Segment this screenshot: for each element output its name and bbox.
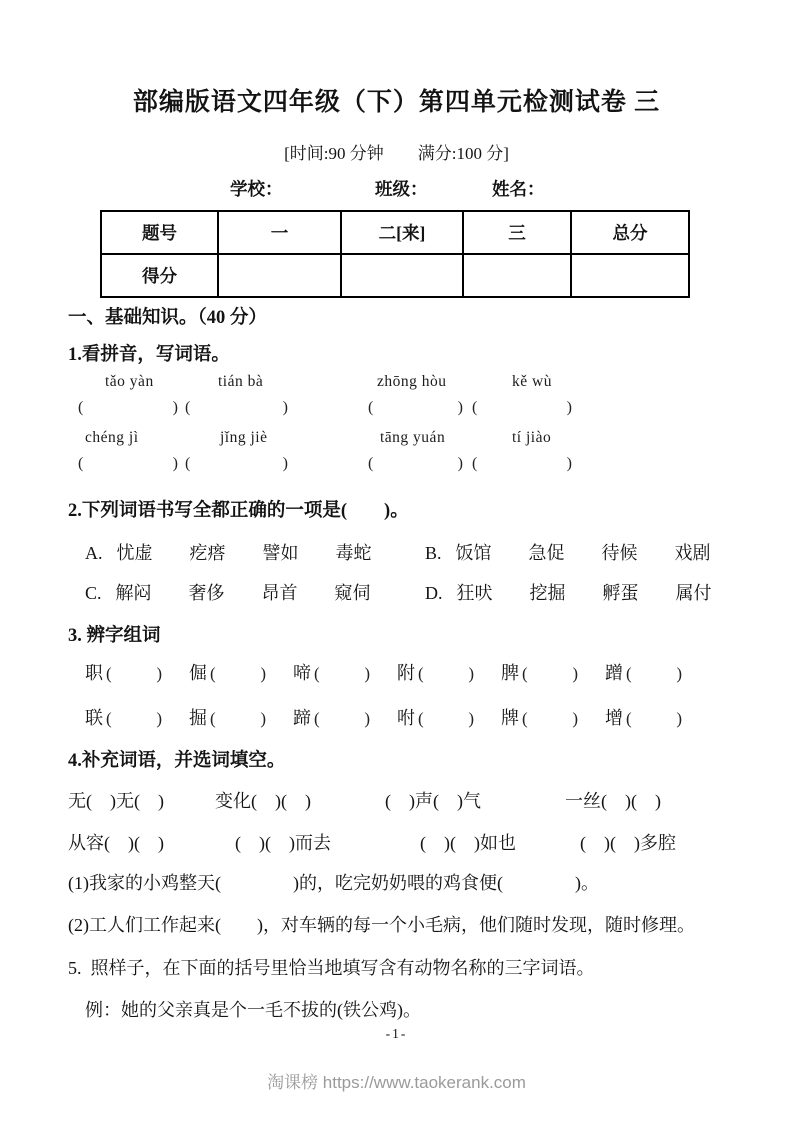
option-word: 譬如 <box>262 543 299 563</box>
option-word: 毒蛇 <box>335 543 372 563</box>
fill-idiom: 变化( )( ) <box>215 791 311 811</box>
option-word: 窥伺 <box>334 583 371 603</box>
answer-blank <box>522 709 578 729</box>
close-paren: ) <box>468 664 474 683</box>
open-paren: ( <box>368 455 374 472</box>
character: 蹭 <box>605 663 623 683</box>
fill-idiom: 无( )无( ) <box>68 791 164 811</box>
question4-heading: 4.补充词语，并选词填空。 <box>68 751 286 771</box>
character-item <box>605 659 682 685</box>
question1-heading: 1.看拼音，写词语。 <box>68 345 230 365</box>
option-word: 孵蛋 <box>602 583 639 603</box>
character: 咐 <box>397 708 415 728</box>
character-item <box>293 659 370 685</box>
option-word: 属付 <box>675 583 712 603</box>
pinyin-word: tāng yuán <box>380 429 446 446</box>
score-table-header-part1: 一 <box>218 211 341 254</box>
close-paren: ) <box>676 709 682 728</box>
school-label: 学校： <box>230 179 283 199</box>
close-paren: ) <box>572 709 578 728</box>
answer-blank <box>106 664 162 684</box>
answer-blank <box>78 399 178 417</box>
character-item <box>501 704 578 730</box>
answer-blank <box>210 709 266 729</box>
character: 附 <box>397 663 415 683</box>
open-paren: ( <box>368 399 374 416</box>
option-word: 奢侈 <box>188 583 225 603</box>
option-word: 待候 <box>601 543 638 563</box>
score-table-header-question: 题号 <box>101 211 218 254</box>
answer-blank <box>210 664 266 684</box>
score-table-header-part2: 二[来] <box>341 211 463 254</box>
pinyin-word: tǎo yàn <box>105 373 154 390</box>
close-paren: ) <box>572 664 578 683</box>
pinyin-word: zhōng hòu <box>377 373 447 390</box>
open-paren: ( <box>418 709 424 728</box>
open-paren: ( <box>522 664 528 683</box>
close-paren: ) <box>260 709 266 728</box>
score-row-label: 得分 <box>101 254 218 297</box>
answer-blank <box>418 709 474 729</box>
score-cell-total <box>571 254 689 297</box>
option-word: 昂首 <box>261 583 298 603</box>
open-paren: ( <box>106 709 112 728</box>
answer-blank <box>314 709 370 729</box>
open-paren: ( <box>210 664 216 683</box>
answer-blank <box>626 664 682 684</box>
question4-sub1: (1)我家的小鸡整天( )的，吃完奶奶喂的鸡食便( )。 <box>68 873 599 893</box>
close-paren: ) <box>457 455 463 472</box>
option-c <box>85 579 371 605</box>
option-d <box>425 579 712 605</box>
option-label: C. <box>85 583 102 603</box>
close-paren: ) <box>364 664 370 683</box>
answer-blank <box>418 664 474 684</box>
character-item <box>85 659 162 685</box>
character-row <box>85 659 682 685</box>
option-word: 忧虚 <box>116 543 153 563</box>
option-label: B. <box>425 543 442 563</box>
close-paren: ) <box>676 664 682 683</box>
fill-idiom: ( )声( )气 <box>385 791 481 811</box>
score-cell-part1 <box>218 254 341 297</box>
question2-heading: 2.下列词语书写全都正确的一项是( )。 <box>68 501 409 521</box>
fill-idiom: ( )( )而去 <box>235 833 331 853</box>
answer-blank <box>106 709 162 729</box>
answer-blank <box>368 399 463 417</box>
close-paren: ) <box>566 399 572 416</box>
character: 脾 <box>501 663 519 683</box>
close-paren: ) <box>172 399 178 416</box>
score-table-header-total: 总分 <box>571 211 689 254</box>
pinyin-word: tián bà <box>218 373 264 390</box>
close-paren: ) <box>156 664 162 683</box>
answer-blank <box>368 455 463 473</box>
open-paren: ( <box>314 709 320 728</box>
pinyin-word: jǐng jiè <box>220 429 268 446</box>
question4-sub2: (2)工人们工作起来( )，对车辆的每一个小毛病，他们随时发现，随时修理。 <box>68 915 695 935</box>
class-label: 班级： <box>375 179 428 199</box>
open-paren: ( <box>210 709 216 728</box>
answer-blank <box>522 664 578 684</box>
option-label: D. <box>425 583 443 603</box>
score-cell-part2 <box>341 254 463 297</box>
score-cell-part3 <box>463 254 571 297</box>
pinyin-word: chéng jì <box>85 429 139 446</box>
open-paren: ( <box>522 709 528 728</box>
close-paren: ) <box>260 664 266 683</box>
character-item <box>605 704 682 730</box>
character: 职 <box>85 663 103 683</box>
character-item <box>397 704 474 730</box>
character: 倔 <box>189 663 207 683</box>
close-paren: ) <box>364 709 370 728</box>
character-row <box>85 704 682 730</box>
question5-text: 5. 照样子，在下面的括号里恰当地填写含有动物名称的三字词语。 <box>68 958 595 978</box>
question3-heading: 3. 辨字组词 <box>68 626 161 646</box>
answer-blank <box>78 455 178 473</box>
answer-blank <box>472 455 572 473</box>
close-paren: ) <box>282 399 288 416</box>
pinyin-word: kě wù <box>512 373 552 390</box>
close-paren: ) <box>468 709 474 728</box>
option-word: 挖掘 <box>529 583 566 603</box>
open-paren: ( <box>626 664 632 683</box>
character-item <box>501 659 578 685</box>
option-b <box>425 539 711 565</box>
watermark-site: 淘课榜 https://www.taokerank.com <box>267 1073 526 1092</box>
character-item <box>189 659 266 685</box>
answer-blank <box>185 455 288 473</box>
name-label: 姓名： <box>492 179 545 199</box>
character: 啼 <box>293 663 311 683</box>
time-score-meta: [时间:90 分钟 满分:100 分] <box>284 144 509 163</box>
character: 牌 <box>501 708 519 728</box>
answer-blank <box>626 709 682 729</box>
open-paren: ( <box>78 455 84 472</box>
answer-blank <box>472 399 572 417</box>
open-paren: ( <box>78 399 84 416</box>
open-paren: ( <box>185 455 191 472</box>
option-word: 解闷 <box>115 583 152 603</box>
character: 掘 <box>189 708 207 728</box>
character-item <box>85 704 162 730</box>
close-paren: ) <box>457 399 463 416</box>
score-table <box>100 210 690 298</box>
open-paren: ( <box>185 399 191 416</box>
character-item <box>397 659 474 685</box>
open-paren: ( <box>106 664 112 683</box>
score-table-header-part3: 三 <box>463 211 571 254</box>
page-title: 部编版语文四年级（下）第四单元检测试卷 三 <box>132 89 661 116</box>
option-label: A. <box>85 543 103 563</box>
open-paren: ( <box>626 709 632 728</box>
character: 联 <box>85 708 103 728</box>
option-word: 戏剧 <box>674 543 711 563</box>
character: 蹄 <box>293 708 311 728</box>
option-a <box>85 539 372 565</box>
close-paren: ) <box>172 455 178 472</box>
section1-heading: 一、基础知识。（40 分） <box>68 308 267 328</box>
open-paren: ( <box>314 664 320 683</box>
fill-idiom: 一丝( )( ) <box>565 791 661 811</box>
answer-blank <box>185 399 288 417</box>
fill-idiom: ( )( )如也 <box>420 833 516 853</box>
option-word: 饭馆 <box>455 543 492 563</box>
pinyin-word: tí jiào <box>512 429 552 446</box>
option-word: 狂吠 <box>456 583 493 603</box>
option-word: 急促 <box>528 543 565 563</box>
page-number: -1- <box>385 1026 408 1041</box>
option-word: 疙瘩 <box>189 543 226 563</box>
fill-idiom: ( )( )多腔 <box>580 833 676 853</box>
open-paren: ( <box>472 399 478 416</box>
close-paren: ) <box>156 709 162 728</box>
close-paren: ) <box>566 455 572 472</box>
answer-blank <box>314 664 370 684</box>
question5-example: 例：她的父亲真是个一毛不拔的(铁公鸡)。 <box>85 1000 421 1020</box>
open-paren: ( <box>472 455 478 472</box>
character-item <box>293 704 370 730</box>
character: 增 <box>605 708 623 728</box>
open-paren: ( <box>418 664 424 683</box>
close-paren: ) <box>282 455 288 472</box>
fill-idiom: 从容( )( ) <box>68 833 164 853</box>
character-item <box>189 704 266 730</box>
